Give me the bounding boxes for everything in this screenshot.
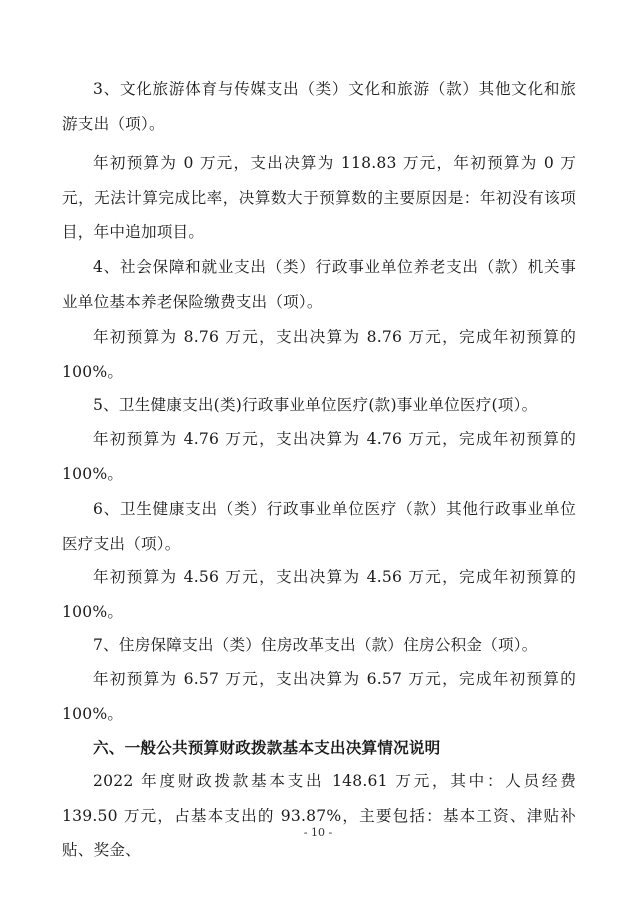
paragraph-item-4-heading: 4、社会保障和就业支出（类）行政事业单位养老支出（款）机关事业单位基本养老保险缴费支出（项）。 [62,258,576,311]
paragraph-item-5-body: 年初预算为 4.76 万元，支出决算为 4.76 万元，完成年初预算的 100%。 [62,430,576,483]
paragraph-item-7-heading: 7、住房保障支出（类）住房改革支出（款）住房公积金（项）。 [93,636,538,654]
paragraph-item-7-body: 年初预算为 6.57 万元，支出决算为 6.57 万元，完成年初预算的 100%。 [62,670,576,723]
page-number: - 10 - [303,826,333,839]
paragraph-item-6-body: 年初预算为 4.56 万元，支出决算为 4.56 万元，完成年初预算的 100%。 [62,568,576,621]
paragraph-basic-expenditure: 2022 年度财政拨款基本支出 148.61 万元，其中：人员经费 139.50 万元，占基本支出的 93.87%，主要包括：基本工资、津贴补贴、奖金、 [62,772,576,859]
paragraph-item-3-heading: 3、文化旅游体育与传媒支出（类）文化和旅游（款）其他文化和旅游支出（项）。 [62,80,576,133]
paragraph-item-5-heading: 5、卫生健康支出(类)行政事业单位医疗(款)事业单位医疗(项）。 [93,396,538,414]
paragraph-item-6-heading: 6、卫生健康支出（类）行政事业单位医疗（款）其他行政事业单位医疗支出（项）。 [62,500,576,553]
paragraph-item-3-body: 年初预算为 0 万元，支出决算为 118.83 万元，年初预算为 0 万元，无法计算完成比率，决算数大于预算数的主要原因是：年初没有该项目，年中追加项目。 [62,154,576,241]
paragraph-item-4-body: 年初预算为 8.76 万元，支出决算为 8.76 万元，完成年初预算的 100%。 [62,328,576,381]
section-heading-six: 六、一般公共预算财政拨款基本支出决算情况说明 [93,739,441,757]
